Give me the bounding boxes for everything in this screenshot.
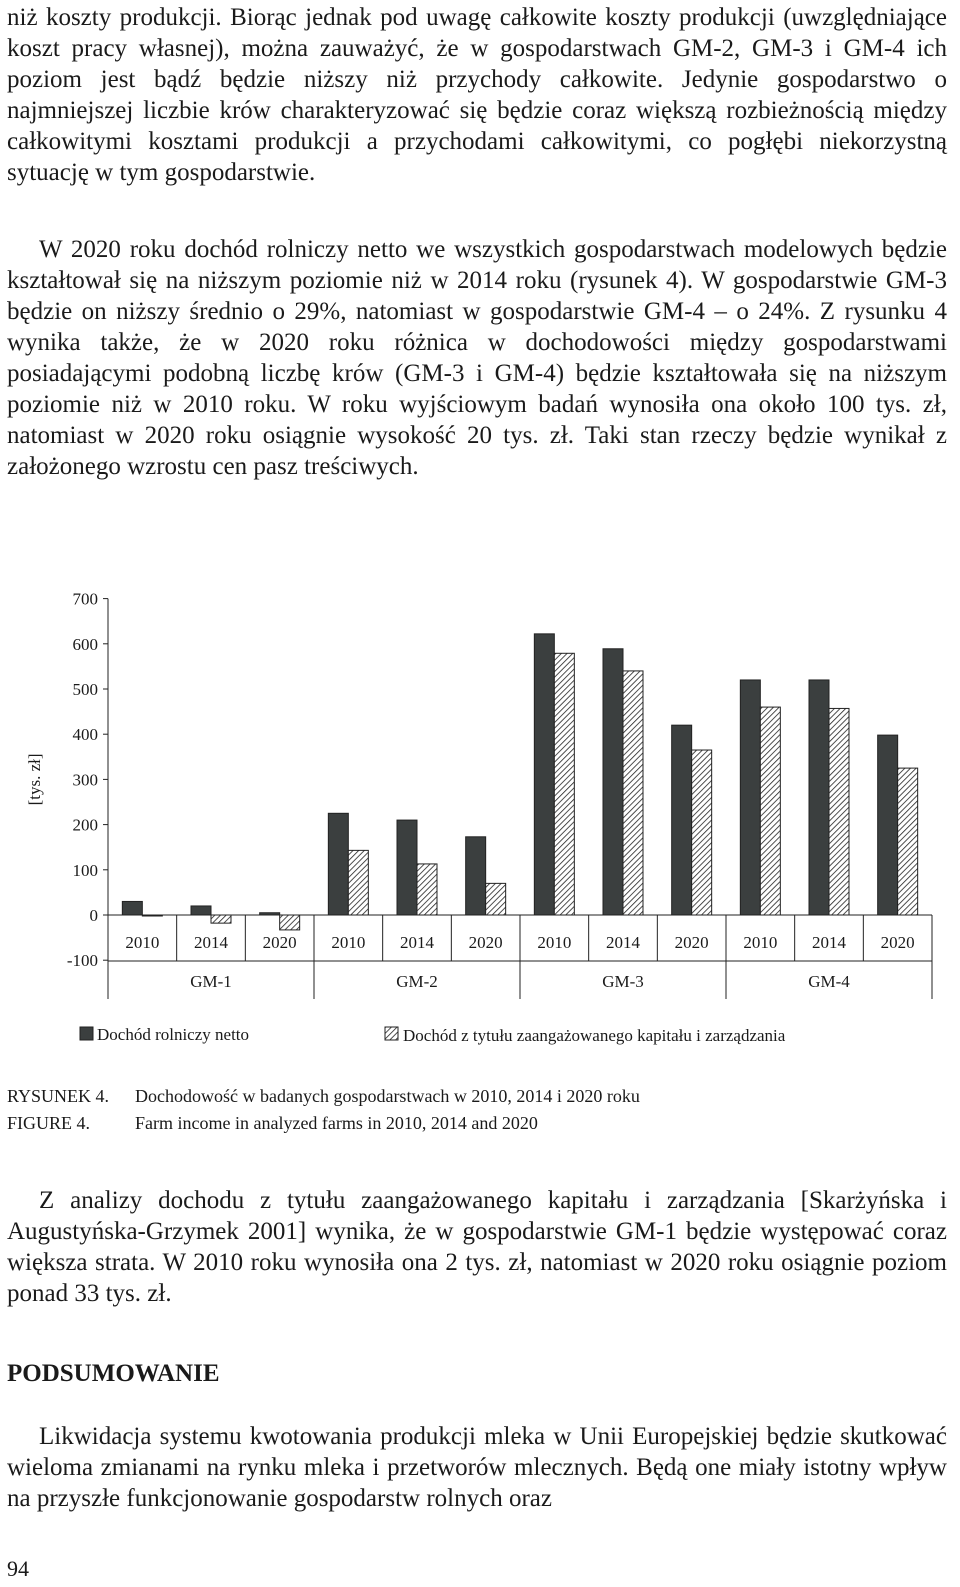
y-tick-label: 400: [72, 725, 98, 745]
bar-capital-income: [486, 883, 506, 915]
bar-net-income: [534, 634, 554, 915]
section-heading: PODSUMOWANIE: [7, 1360, 220, 1387]
caption-en-text: Farm income in analyzed farms in 2010, 2014 and 2020: [135, 1113, 538, 1133]
figure-4-chart: [0, 575, 960, 1075]
group-label: GM-2: [396, 972, 438, 991]
group-label: GM-4: [808, 972, 850, 991]
bar-capital-income: [554, 653, 574, 915]
x-tick-label: 2010: [537, 933, 572, 952]
bar-capital-income: [760, 707, 780, 915]
y-tick-label: 200: [72, 815, 98, 835]
bar-capital-income: [898, 768, 918, 915]
y-tick-label: 700: [72, 589, 98, 609]
caption-en-label: FIGURE 4.: [7, 1113, 91, 1133]
x-tick-label: 2014: [812, 933, 846, 952]
bar-capital-income: [692, 750, 712, 915]
bar-net-income: [328, 813, 348, 915]
caption-pl-label: RYSUNEK 4.: [7, 1086, 110, 1106]
group-label: GM-1: [190, 972, 232, 991]
x-tick-label: 2010: [331, 933, 366, 952]
bar-capital-income: [142, 915, 162, 916]
bar-net-income: [672, 725, 692, 915]
x-tick-label: 2020: [880, 933, 915, 952]
bar-net-income: [122, 901, 142, 915]
group-label: GM-3: [602, 972, 644, 991]
paragraph-2: W 2020 roku dochód rolniczy netto we wszystkich gospodarstwach modelowych będzie kształtował się na niższym poziomie niż w 2014 roku (rysunek 4). W gospodarstwie GM-3 będzie on niższy średnio o 29%, natomiast w gospodarstwie GM-4 – o 24%. Z rysunku 4 wynika także, że w 2020 roku różnica w dochodowości między gospodarstwami posiadającymi podobną liczbę krów (GM-3 i GM-4) będzie kształtowała się na niższym poziomie niż w 2010 roku. W roku wyjściowym badań wynosiła ona około 100 tys. zł, natomiast w 2020 roku osiągnie wysokość 20 tys. zł. Taki stan rzeczy będzie wynikał z założonego wzrostu cen pasz treściwych.: [7, 236, 947, 480]
bar-net-income: [466, 837, 486, 915]
legend-label-capital-income: Dochód z tytułu zaangażowanego kapitału i zarządzania: [403, 1026, 786, 1045]
y-tick-label: 600: [72, 634, 98, 654]
y-tick-label: 0: [89, 906, 98, 925]
x-tick-label: 2014: [194, 933, 228, 952]
caption-pl: [7, 1085, 640, 1107]
bar-net-income: [191, 906, 211, 915]
bar-net-income: [397, 820, 417, 915]
bar-net-income: [809, 680, 829, 915]
bar-net-income: [740, 680, 760, 915]
x-tick-label: 2014: [606, 933, 640, 952]
y-tick-label: 300: [72, 770, 98, 790]
bar-capital-income: [829, 708, 849, 915]
x-tick-label: 2020: [468, 933, 503, 952]
bar-capital-income: [417, 864, 437, 915]
x-tick-label: 2010: [743, 933, 778, 952]
x-tick-label: 2010: [125, 933, 160, 952]
y-tick-label: -100: [66, 951, 98, 971]
bar-capital-income: [211, 915, 231, 923]
legend-label-net-income: Dochód rolniczy netto: [97, 1025, 250, 1044]
x-tick-label: 2020: [262, 933, 297, 952]
paragraph-1: niż koszty produkcji. Biorąc jednak pod uwagę całkowite koszty produkcji (uwzględniające koszt pracy własnej), można zauważyć, że w gospodarstwach GM-2, GM-3 i GM-4 ich poziom jest bądź będzie niższy niż przychody całkowite. Jedynie gospodarstwo o najmniejszej liczbie krów charakteryzować się będzie coraz większą rozbieżnością między całkowitymi kosztami produkcji a przychodami całkowitymi, co pogłębi niekorzystną sytuację w tym gospodarstwie.: [7, 4, 947, 186]
bar-net-income: [260, 913, 280, 915]
y-axis-label: [tys. zł]: [25, 753, 44, 806]
legend-swatch-capital-income: [385, 1027, 398, 1040]
paragraph-3: Z analizy dochodu z tytułu zaangażowanego kapitału i zarządzania [Skarżyńska i Augustyńska-Grzymek 2001] wynika, że w gospodarstwie GM-1 będzie występować coraz większa strata. W 2010 roku wynosiła ona 2 tys. zł, natomiast w 2020 roku osiągnie poziom ponad 33 tys. zł.: [7, 1187, 947, 1307]
page-number: 94: [7, 1556, 29, 1581]
bar-capital-income: [348, 850, 368, 915]
caption-pl-text: Dochodowość w badanych gospodarstwach w 2010, 2014 i 2020 roku: [135, 1086, 640, 1106]
y-tick-label: 500: [72, 680, 98, 699]
x-tick-label: 2020: [674, 933, 709, 952]
bar-net-income: [603, 649, 623, 915]
bar-net-income: [878, 735, 898, 915]
bar-capital-income: [623, 671, 643, 915]
bar-capital-income: [280, 915, 300, 930]
legend-swatch-net-income: [80, 1027, 93, 1040]
paragraph-4: Likwidacja systemu kwotowania produkcji mleka w Unii Europejskiej będzie skutkować wieloma zmianami na rynku mleka i przetworów mlecznych. Będą one miały istotny wpływ na przyszłe funkcjonowanie gospodarstw rolnych oraz: [7, 1423, 947, 1512]
y-tick-label: 100: [72, 860, 98, 880]
x-tick-label: 2014: [400, 933, 434, 952]
caption-en: [7, 1112, 538, 1134]
